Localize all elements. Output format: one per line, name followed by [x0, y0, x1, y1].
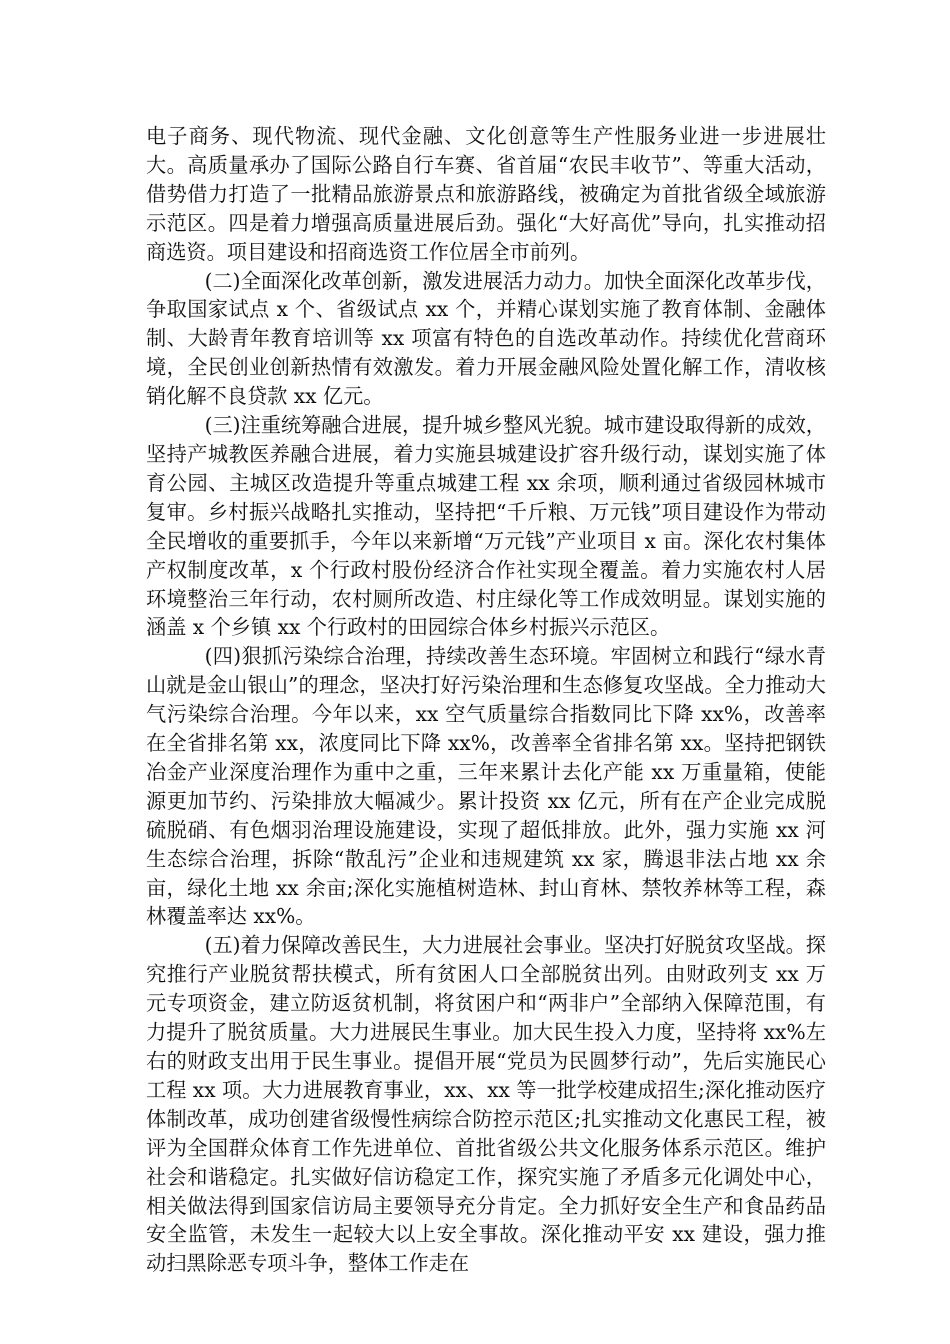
paragraph-continuation: 电子商务、现代物流、现代金融、文化创意等生产性服务业进一步进展壮大。高质量承办了国际公路自行车赛、省首届“农民丰收节”、等重大活动，借势借力打造了一批精品旅游景点和旅游路线，被确定为首批省级全域旅游示范区。四是着力增强高质量进展后劲。强化“大好高优”导向，扎实推动招商选资。项目建设和招商选资工作位居全市前列。: [146, 124, 826, 264]
paragraph-section-2: (二)全面深化改革创新，激发进展活力动力。加快全面深化改革步伐，争取国家试点 x 个、省级试点 xx 个，并精心谋划实施了教育体制、金融体制、大龄青年教育培训等 xx 项富有特色的自选改革动作。持续优化营商环境，全民创业创新热情有效激发。着力开展金融风险处置化解工作，清收核销化解不良贷款 xx 亿元。: [146, 268, 826, 409]
document-body: [146, 122, 826, 1278]
paragraph-section-4: (四)狠抓污染综合治理，持续改善生态环境。牢固树立和践行“绿水青山就是金山银山”的理念，坚决打好污染治理和生态修复攻坚战。全力推动大气污染综合治理。今年以来，xx 空气质量综合指数同比下降 xx%，改善率在全省排名第 xx，浓度同比下降 xx%，改善率全省排名第 xx。坚持把钢铁冶金产业深度治理作为重中之重，三年来累计去化产能 xx 万重量箱，使能源更加节约、污染排放大幅减少。累计投资 xx 亿元，所有在产企业完成脱硫脱硝、有色烟羽治理设施建设，实现了超低排放。此外，强力实施 xx 河生态综合治理，拆除“散乱污”企业和违规建筑 xx 家，腾退非法占地 xx 余亩，绿化土地 xx 余亩;深化实施植树造林、封山育林、禁牧养林等工程，森林覆盖率达 xx%。: [146, 644, 826, 929]
paragraph-section-5: (五)着力保障改善民生，大力进展社会事业。坚决打好脱贫攻坚战。探究推行产业脱贫帮扶模式，所有贫困人口全部脱贫出列。由财政列支 xx 万元专项资金，建立防返贫机制，将贫困户和“两非户”全部纳入保障范围，有力提升了脱贫质量。大力进展民生事业。加大民生投入力度，坚持将 xx%左右的财政支出用于民生事业。提倡开展“党员为民圆梦行动”，先后实施民心工程 xx 项。大力进展教育事业，xx、xx 等一批学校建成招生;深化推动医疗体制改革，成功创建省级慢性病综合防控示范区;扎实推动文化惠民工程，被评为全国群众体育工作先进单位、首批省级公共文化服务体系示范区。维护社会和谐稳定。扎实做好信访稳定工作，探究实施了矛盾多元化调处中心，相关做法得到国家信访局主要领导充分肯定。全力抓好安全生产和食品药品安全监管，未发生一起较大以上安全事故。深化推动平安 xx 建设，强力推动扫黑除恶专项斗争，整体工作走在: [146, 933, 826, 1276]
paragraph-section-3: (三)注重统筹融合进展，提升城乡整风光貌。城市建设取得新的成效，坚持产城教医养融合进展，着力实施县城建设扩容升级行动，谋划实施了体育公园、主城区改造提升等重点城建工程 xx 余项，顺利通过省级园林城市复审。乡村振兴战略扎实推动，坚持把“千斤粮、万元钱”项目建设作为带动全民增收的重要抓手，今年以来新增“万元钱”产业项目 x 亩。深化农村集体产权制度改革，x 个行政村股份经济合作社实现全覆盖。着力实施农村人居环境整治三年行动，农村厕所改造、村庄绿化等工作成效明显。谋划实施的涵盖 x 个乡镇 xx 个行政村的田园综合体乡村振兴示范区。: [146, 413, 826, 640]
